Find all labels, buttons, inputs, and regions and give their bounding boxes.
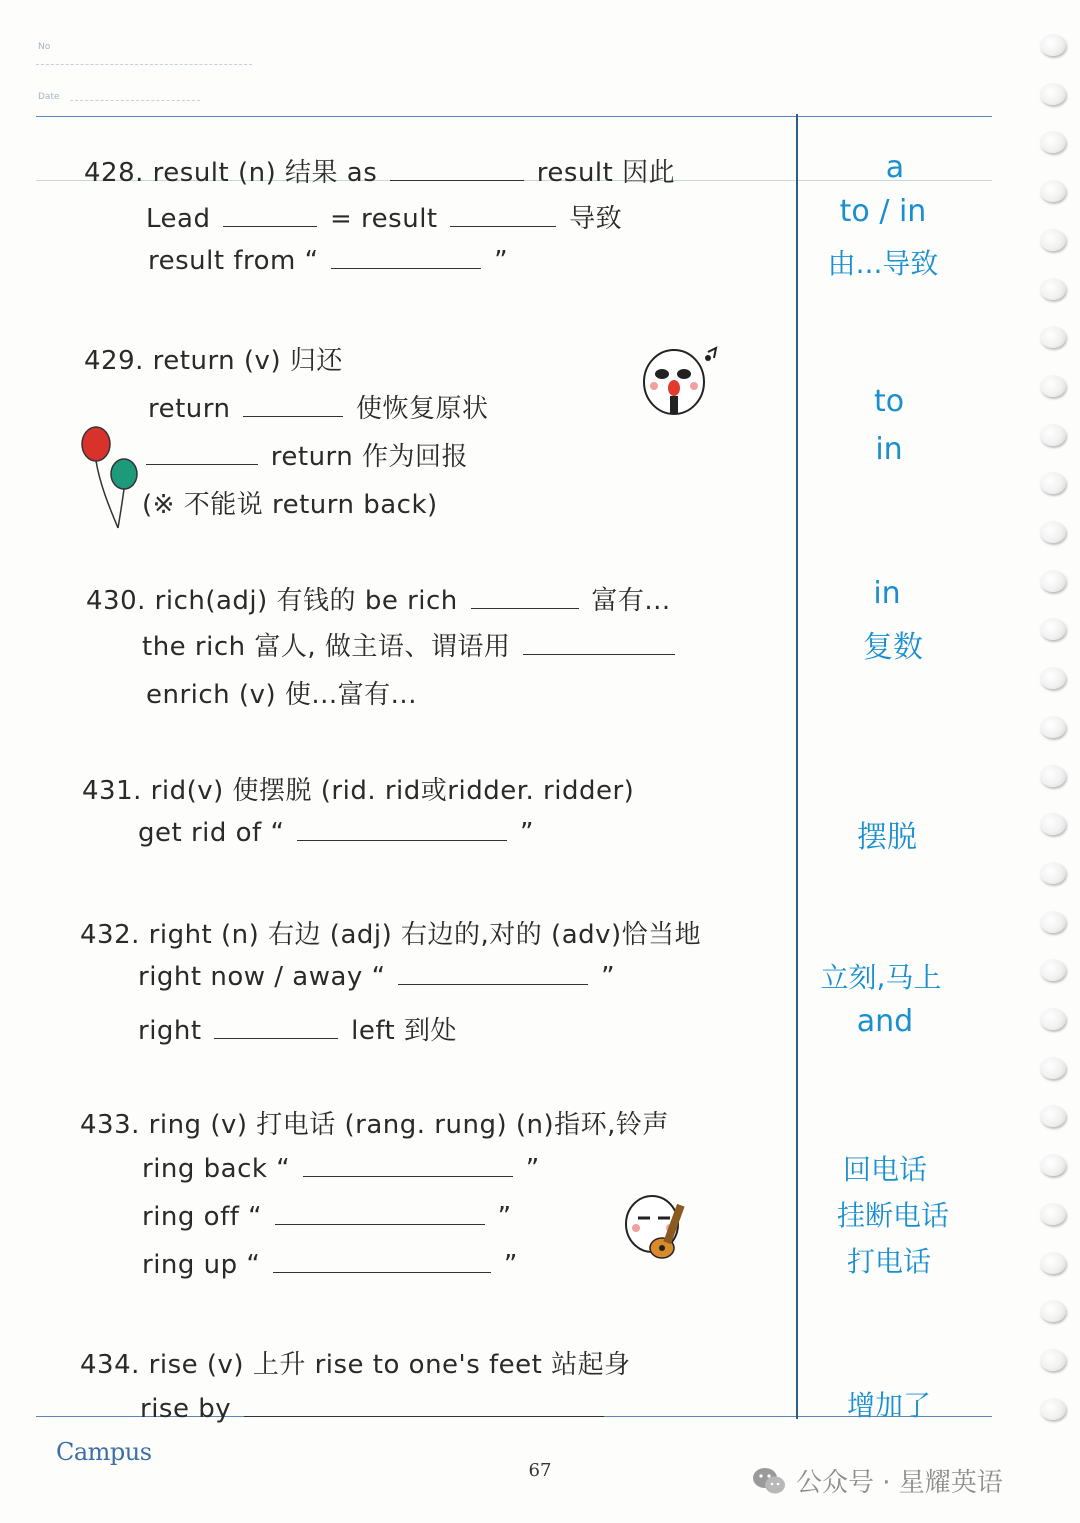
entry-428-from: result from “	[148, 246, 319, 276]
spiral-hole	[1040, 1154, 1066, 1176]
spiral-hole	[1040, 34, 1066, 56]
singing-face-doodle	[636, 342, 726, 426]
spiral-hole	[1040, 83, 1066, 105]
spiral-hole	[1040, 959, 1066, 981]
spiral-hole	[1040, 1105, 1066, 1127]
spiral-hole	[1040, 862, 1066, 884]
blank	[273, 1250, 491, 1273]
spiral-hole	[1040, 1008, 1066, 1030]
close-quote: ”	[525, 1154, 540, 1184]
answer-434-1: 增加了	[846, 1389, 931, 1422]
entry-433-ring-off: ring off “	[142, 1202, 263, 1232]
entry-430-wealthy: 富有...	[591, 586, 671, 616]
close-quote: ”	[494, 246, 509, 276]
spiral-hole	[1040, 618, 1066, 640]
blank	[275, 1202, 485, 1225]
entry-432-line2	[138, 962, 615, 992]
entry-430-line1	[86, 580, 671, 617]
no-line	[36, 64, 252, 65]
entry-431-line1: 431. rid(v) 使摆脱 (rid. rid或ridder. ridder)	[82, 776, 635, 806]
spiral-hole	[1040, 424, 1066, 446]
entry-429-line1: 429. return (v) 归还	[84, 346, 343, 376]
spiral-hole	[1040, 813, 1066, 835]
answer-432-2: and	[856, 1004, 914, 1039]
blank	[331, 246, 481, 269]
answer-428-3: 由...导致	[827, 247, 939, 280]
blank	[471, 586, 579, 609]
entry-431-get-rid: get rid of “	[138, 818, 285, 848]
close-quote: ”	[601, 962, 616, 992]
blank	[450, 204, 556, 227]
blank	[243, 394, 343, 417]
entry-432-left: left 到处	[351, 1016, 458, 1046]
spiral-hole	[1040, 1349, 1066, 1371]
answer-433-2: 挂断电话	[836, 1199, 949, 1232]
entry-432-line3	[138, 1010, 457, 1047]
entry-430-line2	[142, 626, 679, 663]
blank	[303, 1154, 513, 1177]
entry-433-line3	[142, 1202, 512, 1232]
date-line	[70, 100, 200, 101]
spiral-hole	[1040, 570, 1066, 592]
wechat-icon	[752, 1466, 786, 1496]
entry-430-the-rich: the rich 富人, 做主语、谓语用	[142, 632, 511, 662]
entry-428-lead: Lead	[146, 204, 211, 234]
entry-434-line2	[140, 1394, 608, 1424]
spiral-hole	[1040, 1252, 1066, 1274]
date-label: Date	[38, 92, 60, 102]
spiral-hole	[1040, 180, 1066, 202]
blank	[398, 962, 588, 985]
page-number: 67	[528, 1460, 552, 1481]
spiral-hole	[1040, 1300, 1066, 1322]
watermark-text: 公众号 · 星耀英语	[796, 1468, 1003, 1498]
no-label: No	[38, 42, 51, 52]
entry-428-cause: 导致	[569, 204, 623, 234]
entry-429-line4: (※ 不能说 return back)	[142, 490, 438, 520]
spiral-hole	[1040, 1203, 1066, 1225]
entry-428-text-b: result 因此	[536, 158, 676, 188]
spiral-hole	[1040, 716, 1066, 738]
blank	[244, 1394, 604, 1417]
entry-432-right-now: right now / away “	[138, 962, 386, 992]
spiral-hole	[1040, 229, 1066, 251]
blank	[214, 1016, 338, 1039]
spiral-hole	[1040, 131, 1066, 153]
answer-431-1: 摆脱	[857, 820, 917, 855]
answer-430-2: 复数	[863, 630, 923, 665]
answer-432-1: 立刻,马上	[820, 961, 942, 994]
watermark	[752, 1462, 1003, 1499]
blank	[297, 818, 507, 841]
balloons-doodle	[78, 424, 142, 534]
answer-433-1: 回电话	[842, 1153, 927, 1186]
entry-432-right: right	[138, 1016, 202, 1046]
spiral-hole	[1040, 375, 1066, 397]
entry-433-line1: 433. ring (v) 打电话 (rang. rung) (n)指环,铃声	[80, 1110, 669, 1140]
answer-429-1: to	[873, 384, 905, 419]
entry-428-line3	[148, 246, 508, 276]
entry-429-line3	[146, 436, 468, 473]
answer-428-1: a	[885, 150, 905, 185]
entry-428-line1	[84, 152, 675, 189]
blank	[223, 204, 317, 227]
answer-433-3: 打电话	[846, 1245, 931, 1278]
spiral-hole	[1040, 911, 1066, 933]
entry-429-return: return	[148, 394, 231, 424]
spiral-hole	[1040, 326, 1066, 348]
entry-430-line3: enrich (v) 使...富有...	[146, 680, 417, 710]
entry-429-restore: 使恢复原状	[356, 394, 489, 424]
spiral-hole	[1040, 1057, 1066, 1079]
entry-429-line2	[148, 388, 489, 425]
spiral-hole	[1040, 667, 1066, 689]
blank	[390, 158, 524, 181]
brand-logo: Campus	[56, 1438, 152, 1466]
answer-429-2: in	[875, 432, 903, 467]
answer-430-1: in	[873, 576, 901, 611]
entry-429-in-return: return 作为回报	[270, 442, 469, 472]
entry-434-rise-by: rise by	[140, 1394, 232, 1424]
spiral-hole	[1040, 472, 1066, 494]
entry-431-line2	[138, 818, 534, 848]
entry-428-eq: = result	[330, 204, 438, 234]
entry-433-ring-up: ring up “	[142, 1250, 261, 1280]
entry-432-line1: 432. right (n) 右边 (adj) 右边的,对的 (adv)恰当地	[80, 920, 702, 950]
answer-428-2: to / in	[839, 194, 927, 229]
entry-430-rich: 430. rich(adj) 有钱的 be rich	[86, 586, 458, 616]
entry-433-line2	[142, 1154, 540, 1184]
spiral-hole	[1040, 521, 1066, 543]
entry-433-ring-back: ring back “	[142, 1154, 291, 1184]
spiral-holes	[1040, 34, 1070, 1474]
blank	[523, 632, 675, 655]
entry-434-line1: 434. rise (v) 上升 rise to one's feet 站起身	[80, 1350, 631, 1380]
entry-433-line4	[142, 1250, 518, 1280]
blank	[146, 442, 258, 465]
close-quote: ”	[497, 1202, 512, 1232]
close-quote: ”	[503, 1250, 518, 1280]
spiral-hole	[1040, 765, 1066, 787]
margin-line	[796, 114, 798, 1419]
spiral-hole	[1040, 1398, 1066, 1420]
entry-428-text-a: 428. result (n) 结果 as	[84, 158, 378, 188]
top-rule	[36, 116, 992, 117]
close-quote: ”	[519, 818, 534, 848]
entry-428-line2	[146, 198, 622, 235]
spiral-hole	[1040, 278, 1066, 300]
guitar-face-doodle	[620, 1190, 716, 1266]
